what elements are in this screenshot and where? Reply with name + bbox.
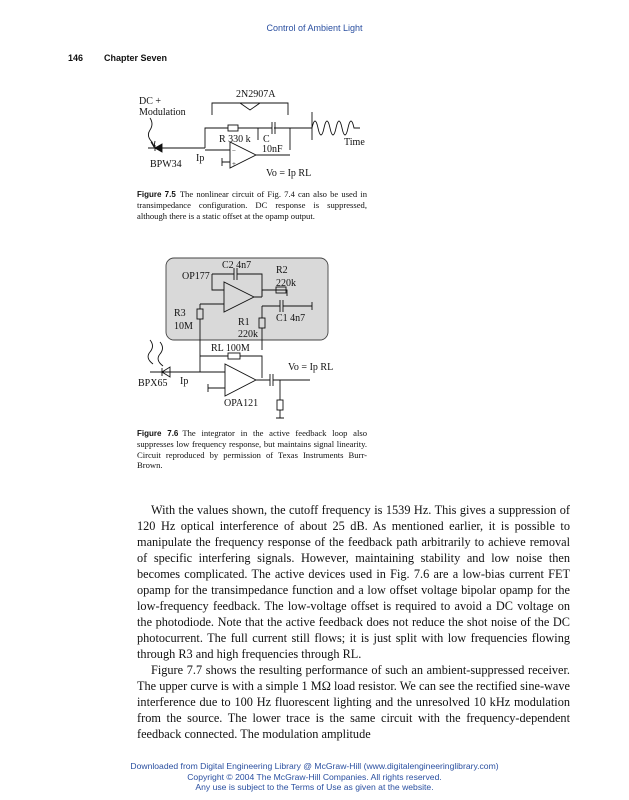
- dc-modulation-label-2: Modulation: [139, 107, 186, 118]
- paragraph-1: With the values shown, the cutoff frequency is 1539 Hz. This gives a suppression of 120 Hz optical interference of about 25 dB. As mentioned earlier, it is possible to manipulate the frequency response of the feedback path arbitrarily to achieve removal of specific interfering signals. However, maintaining stability and low noise then becomes complicated. The active devices used in Fig. 7.6 are a low-bias current FET opamp for the transimpedance function and a low offset voltage bipolar opamp for the low-frequency feedback. The low-voltage offset is required to avoid a DC voltage on the photodiode. Note that the active feedback does not reduce the shot noise of the DC photocurrent. The full current still flows; it is just split with low frequencies flowing through R3 and high frequencies through RL.: [137, 503, 570, 661]
- bpx65-label: BPX65: [138, 378, 168, 389]
- c-value-label: 10nF: [262, 144, 283, 155]
- figure-7-6-caption-label: Figure 7.6: [137, 429, 179, 438]
- r2-value-label: 220k: [276, 278, 296, 289]
- body-text: [137, 502, 570, 742]
- op177-label: OP177: [182, 271, 210, 282]
- paragraph-2: Figure 7.7 shows the resulting performance of such an ambient-suppressed receiver. The upper curve is with a simple 1 MΩ load resistor. We can see the rectified sine-wave interference due to 100 Hz fluorescent lighting and the unresolved 10 kHz modulation from the source. The lower trace is the same circuit with the frequency-dependent feedback connected. The modulation amplitude: [137, 663, 570, 741]
- figure-7-5-caption-text: The nonlinear circuit of Fig. 7.4 can also be used in transimpedance configuration. DC response is suppressed, although there is a static offset at the opamp output.: [137, 189, 367, 221]
- footer-line-3: Any use is subject to the Terms of Use as given at the website.: [195, 782, 434, 793]
- bpw34-label: BPW34: [150, 159, 182, 170]
- c1-label: C1 4n7: [276, 313, 306, 324]
- svg-text:+: +: [232, 160, 236, 168]
- r2-label: R2: [276, 265, 288, 276]
- vo-label-7-6: Vo = Ip RL: [288, 362, 334, 373]
- r1-label: R1: [238, 317, 250, 328]
- transistor-label: 2N2907A: [236, 89, 276, 100]
- figure-7-6-caption: [137, 428, 367, 471]
- r-330k-label: R 330 k: [219, 134, 251, 145]
- svg-text:−: −: [232, 147, 236, 155]
- footer-line-1[interactable]: Downloaded from Digital Engineering Library @ McGraw-Hill (www.digitalengineeringlibrary.com): [130, 761, 499, 771]
- vo-label-7-5: Vo = Ip RL: [266, 168, 312, 179]
- chapter-title: Chapter Seven: [104, 53, 168, 63]
- time-label: Time: [344, 137, 365, 148]
- r3-value-label: 10M: [174, 321, 193, 332]
- footer-line-2: Copyright © 2004 The McGraw-Hill Companies. All rights reserved.: [187, 771, 442, 782]
- r1-value-label: 220k: [238, 329, 258, 340]
- page-number: 146: [68, 53, 84, 63]
- dc-modulation-label-1: DC +: [139, 96, 162, 107]
- r3-label: R3: [174, 308, 186, 319]
- opa121-label: OPA121: [224, 398, 259, 409]
- rl-label: RL 100M: [211, 343, 250, 354]
- figure-7-6-caption-text: The integrator in the active feedback loop also suppresses low frequency response, but maintains signal linearity. Circuit reproduced by permission of Texas Instruments Burr-Brown.: [137, 428, 367, 471]
- ip-label-7-6: Ip: [180, 376, 189, 387]
- running-head: Control of Ambient Light: [266, 23, 363, 33]
- c2-label: C2 4n7: [222, 260, 252, 271]
- light-arrows-icon: [148, 340, 163, 366]
- footer: [0, 761, 629, 793]
- c-label: C: [263, 134, 270, 145]
- ip-label-7-5: Ip: [196, 153, 205, 164]
- figure-7-5-caption-label: Figure 7.5: [137, 190, 176, 199]
- opamp-icon-opa121: [225, 364, 256, 396]
